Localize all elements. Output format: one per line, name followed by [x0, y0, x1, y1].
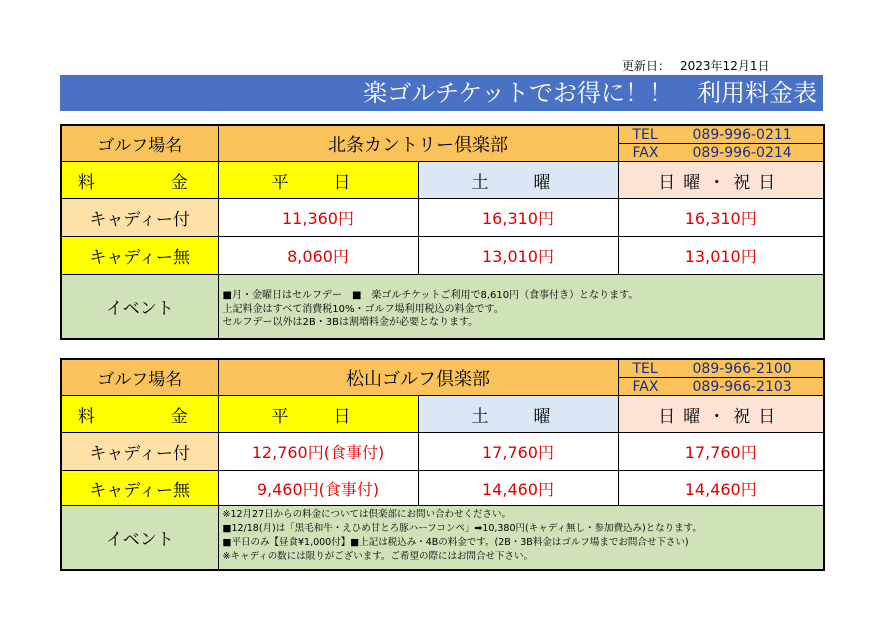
price-caddy-with-holiday: 16,310円: [618, 199, 824, 237]
course-name-label: ゴルフ場名: [61, 359, 218, 396]
fee-label: 料 金: [61, 396, 218, 433]
fax-label: FAX: [632, 378, 659, 395]
price-caddy-without-weekday: 8,060円: [218, 237, 418, 275]
saturday-header: 土 曜: [418, 396, 618, 433]
caddy-with-label: キャディー付: [61, 433, 218, 471]
tel-label: TEL: [632, 126, 658, 143]
updated-value: 2023年12月1日: [680, 59, 770, 73]
tel-cell: [618, 359, 824, 378]
holiday-header: 日曜・祝日: [618, 396, 824, 433]
course-name: 北条カントリー倶楽部: [218, 125, 618, 162]
event-line: ※12月27日からの料金については倶楽部にお問い合わせください。: [222, 509, 511, 520]
price-caddy-without-holiday: 13,010円: [618, 237, 824, 275]
weekday-header: 平 日: [218, 396, 418, 433]
tel-number: 089-966-2100: [692, 360, 792, 377]
price-caddy-without-weekday: 9,460円(食事付): [218, 471, 418, 506]
price-caddy-without-holiday: 14,460円: [618, 471, 824, 506]
fax-cell: [618, 144, 824, 162]
weekday-header: 平 日: [218, 162, 418, 199]
course-name-label: ゴルフ場名: [61, 125, 218, 162]
course-name: 松山ゴルフ倶楽部: [218, 359, 618, 396]
event-text: [218, 275, 824, 339]
price-caddy-without-saturday: 13,010円: [418, 237, 618, 275]
fax-cell: [618, 378, 824, 396]
updated-label: 更新日：: [622, 59, 671, 73]
holiday-header: 日曜・祝日: [618, 162, 824, 199]
caddy-without-label: キャディー無: [61, 237, 218, 275]
fax-number: 089-996-0214: [692, 144, 792, 161]
event-line: ■平日のみ【昼食¥1,000付】■上記は税込み・4Bの料金です。(2B・3B料金はゴルフ場までお問合せ下さい): [222, 537, 689, 548]
tel-label: TEL: [632, 360, 658, 377]
course-table-1: [60, 124, 825, 340]
event-line: ■月・金曜日はセルフデー ■ 楽ゴルチケットご利用で8,610円（食事付き）となります。: [222, 290, 639, 301]
event-label: イベント: [61, 506, 218, 570]
course-table-2: [60, 358, 825, 571]
tel-cell: [618, 125, 824, 144]
fax-label: FAX: [632, 144, 659, 161]
caddy-without-label: キャディー無: [61, 471, 218, 506]
fax-number: 089-966-2103: [692, 378, 792, 395]
event-line: ■12/18(月)は「黒毛和牛・えひめ甘とろ豚ハーフコンペ」➡10,380円(キャディ無し・参加費込み)となります。: [222, 523, 702, 534]
fee-label: 料 金: [61, 162, 218, 199]
caddy-with-label: キャディー付: [61, 199, 218, 237]
price-caddy-without-saturday: 14,460円: [418, 471, 618, 506]
updated-date: [622, 57, 769, 74]
event-line: ※キャディの数には限りがございます。ご希望の際にはお問合せ下さい。: [222, 551, 533, 562]
event-text: [218, 506, 824, 570]
saturday-header: 土 曜: [418, 162, 618, 199]
event-line: セルフデー以外は2B・3Bは割増料金が必要となります。: [222, 317, 479, 328]
price-caddy-with-weekday: 11,360円: [218, 199, 418, 237]
price-caddy-with-holiday: 17,760円: [618, 433, 824, 471]
event-line: 上記料金はすべて消費税10%・ゴルフ場利用税込の料金です。: [222, 303, 504, 315]
price-caddy-with-saturday: 17,760円: [418, 433, 618, 471]
event-label: イベント: [61, 275, 218, 339]
price-caddy-with-saturday: 16,310円: [418, 199, 618, 237]
tel-number: 089-996-0211: [692, 126, 792, 143]
page-title-banner: 楽ゴルチケットでお得に！！ 利用料金表: [60, 75, 823, 111]
price-caddy-with-weekday: 12,760円(食事付): [218, 433, 418, 471]
